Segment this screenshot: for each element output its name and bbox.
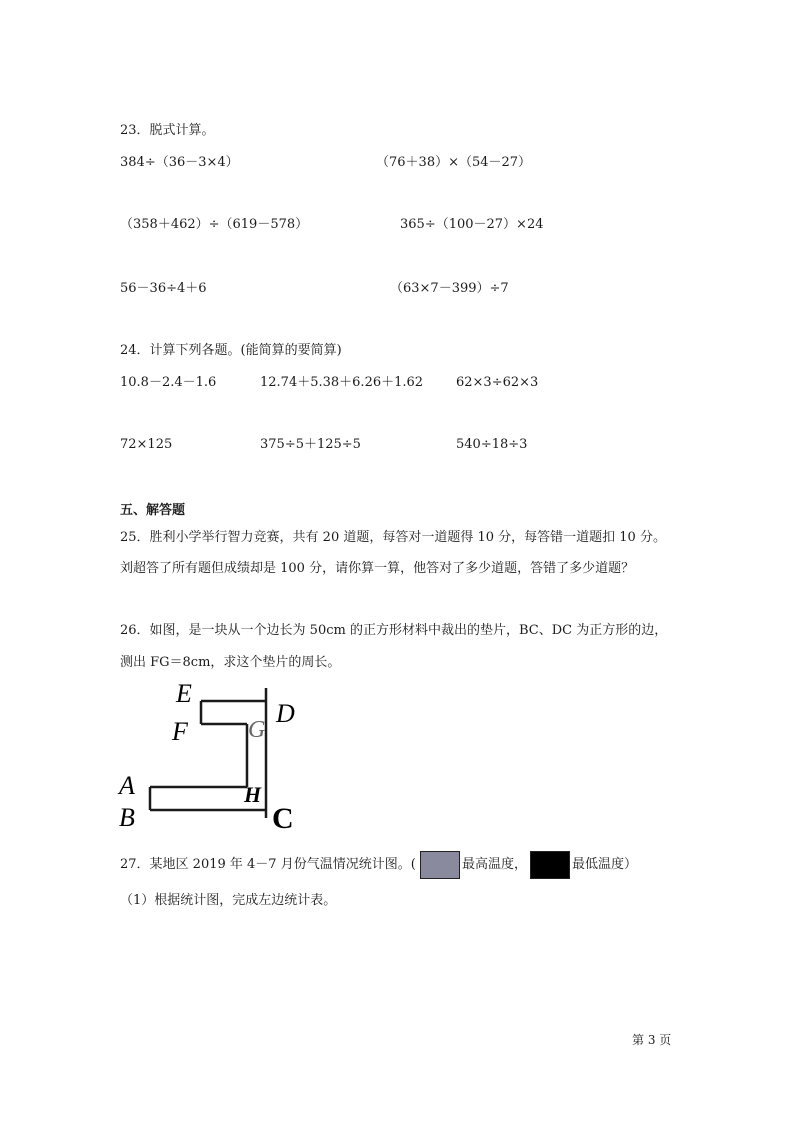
q27-line-1: 27．某地区 2019 年 4－7 月份气温情况统计图。( — [120, 857, 416, 872]
q23-title: 23．脱式计算。 — [120, 123, 215, 138]
q24-expr-3: 62×3÷62×3 — [456, 375, 539, 390]
gasket-figure — [115, 682, 305, 832]
section-heading: 五、解答题 — [120, 503, 186, 518]
label-d: D — [276, 699, 295, 728]
q23-expr-1: 384÷（36－3×4） — [120, 155, 239, 170]
label-e: E — [176, 682, 192, 708]
q23-expr-4: 365÷（100－27）×24 — [400, 217, 544, 232]
label-g: G — [248, 717, 266, 743]
q24-expr-5: 375÷5＋125÷5 — [260, 437, 361, 452]
q24-expr-2: 12.74＋5.38＋6.26＋1.62 — [260, 375, 424, 390]
label-f: F — [172, 717, 188, 746]
q23-expr-3: （358＋462）÷（619－578） — [120, 217, 309, 232]
q24-title: 24．计算下列各题。(能简算的要简算) — [120, 343, 342, 358]
q23-expr-6: （63×7－399）÷7 — [390, 281, 509, 296]
label-a: A — [119, 771, 135, 800]
q25-line-2: 刘超答了所有题但成绩却是 100 分，请你算一算，他答对了多少道题，答错了多少道题？ — [120, 561, 635, 576]
label-b: B — [119, 803, 135, 832]
legend-high-label: 最高温度， — [462, 857, 528, 872]
q26-line-1: 26．如图，是一块从一个边长为 50cm 的正方形材料中裁出的垫片，BC、DC 为正方形的边， — [120, 623, 668, 638]
q24-expr-1: 10.8－2.4－1.6 — [120, 375, 217, 390]
q24-expr-6: 540÷18÷3 — [456, 437, 528, 452]
q26-line-2: 测出 FG＝8cm，求这个垫片的周长。 — [120, 655, 341, 670]
q23-expr-2: （76＋38）×（54－27） — [376, 155, 532, 170]
q27-sub-1: （1）根据统计图，完成左边统计表。 — [120, 893, 337, 908]
q23-expr-5: 56－36÷4＋6 — [120, 281, 207, 296]
label-c: C — [272, 802, 294, 832]
legend-high-swatch — [420, 851, 460, 879]
page-number: 第 3 页 — [632, 1033, 672, 1047]
legend-low-swatch — [530, 851, 570, 879]
label-h: H — [244, 782, 262, 807]
q24-expr-4: 72×125 — [120, 437, 173, 452]
legend-low-label: 最低温度） — [572, 857, 638, 872]
q25-line-1: 25．胜利小学举行智力竞赛，共有 20 道题，每答对一道题得 10 分，每答错一道题扣 10 分。 — [120, 530, 666, 545]
